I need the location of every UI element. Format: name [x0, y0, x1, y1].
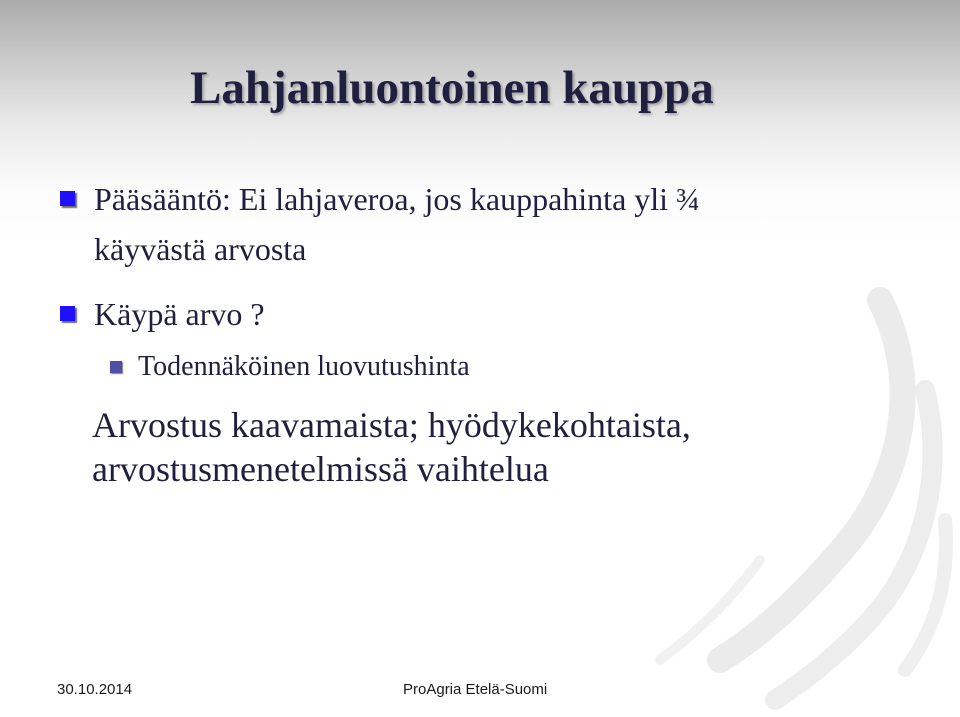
bullet-text-line: käyvästä arvosta [94, 231, 307, 267]
paragraph-line: arvostusmenetelmissä vaihtelua [92, 449, 549, 489]
footer-organization: ProAgria Etelä-Suomi [403, 681, 548, 698]
slide-title: Lahjanluontoinen kauppa [190, 62, 714, 114]
bullet-text-line: Pääsääntö: Ei lahjaveroa, jos kauppahinta yli ¾ [94, 181, 701, 217]
bullet-text-line: Käypä arvo ? [94, 296, 265, 332]
square-sub-bullet-icon [110, 361, 122, 373]
square-bullet-icon [60, 306, 75, 321]
square-bullet-icon [60, 191, 75, 206]
sub-bullet-text: Todennäköinen luovutushinta [138, 351, 470, 382]
bullet-item [94, 289, 265, 339]
bullet-item [94, 174, 700, 274]
paragraph-line: Arvostus kaavamaista; hyödykekohtaista, [92, 405, 691, 445]
body-paragraph [92, 403, 691, 491]
footer-date: 30.10.2014 [57, 681, 133, 698]
sub-bullet-item [138, 347, 470, 387]
